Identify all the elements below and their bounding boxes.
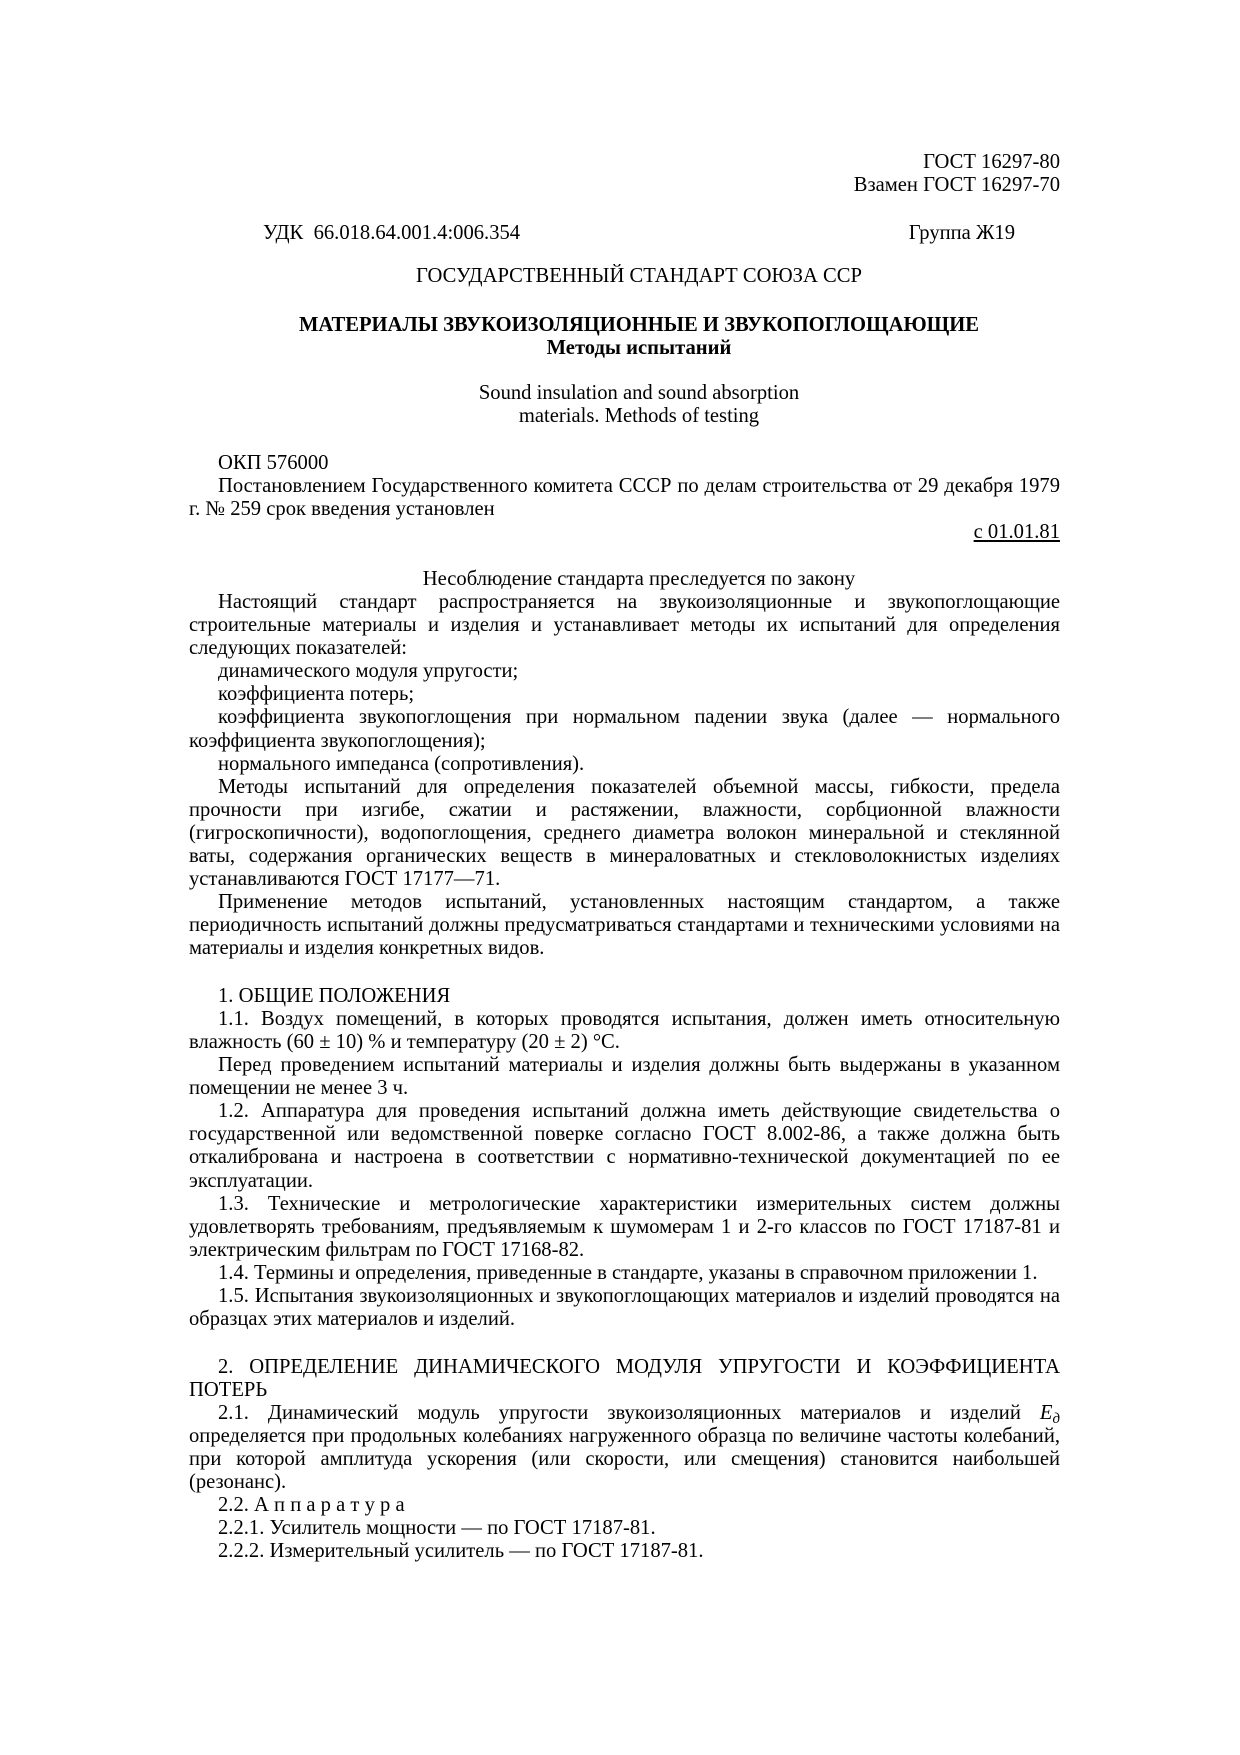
- clause-1-1: 1.1. Воздух помещений, в которых проводятся испытания, должен иметь относительную влажность (60 ± 10) % и температуру (20 ± 2) °С.: [189, 1007, 1060, 1053]
- replaces-gost: Взамен ГОСТ 16297-70: [853, 174, 1060, 197]
- gost-number: ГОСТ 16297-80: [923, 151, 1060, 173]
- application-paragraph: Применение методов испытаний, установленных настоящим стандартом, а также периодичность испытаний должны предусматриваться стандартами и техническими условиями на материалы и изделия конкретных видов.: [189, 891, 1060, 960]
- scope-paragraph: Настоящий стандарт распространяется на звукоизоляционные и звукопоглощающие строительные материалы и изделия и устанавливает методы их испытаний для определения следующих показателей:: [189, 590, 1060, 660]
- english-title-line-1: Sound insulation and sound absorption: [478, 381, 800, 404]
- section-2-heading: 2. ОПРЕДЕЛЕНИЕ ДИНАМИЧЕСКОГО МОДУЛЯ УПРУГОСТИ И КОЭФФИЦИЕНТА ПОТЕРЬ: [189, 1355, 1060, 1401]
- clause-1-3: 1.3. Технические и метрологические характеристики измерительных систем должны удовлетворять требованиям, предъявляемым к шумомерам 1 и 2-го классов по ГОСТ 17187-81 и электрическим фильтрам по ГОСТ 17168-82.: [189, 1192, 1060, 1261]
- other-methods-paragraph: Методы испытаний для определения показателей объемной массы, гибкости, предела прочности при изгибе, сжатии и растяжении, влажности, сорбционной влажности (гигроскопичности), водопоглощения, среднего диаметра волокон минеральной и стеклянной ваты, содержания органических веществ в минераловатных и стекловолокнистых изделиях устанавливаются ГОСТ 17177—71.: [189, 775, 1060, 891]
- classification-row: [189, 222, 1060, 245]
- clause-2-1: [189, 1402, 1060, 1494]
- effective-date-value: с 01.01.81: [973, 521, 1060, 544]
- group-code: Группа Ж19: [908, 221, 1015, 244]
- okp-code: ОКП 576000: [218, 451, 329, 474]
- effective-date: [189, 521, 1060, 544]
- document-title: МАТЕРИАЛЫ ЗВУКОИЗОЛЯЦИОННЫЕ И ЗВУКОПОГЛОЩАЮЩИЕ: [298, 313, 980, 336]
- clause-1-4: 1.4. Термины и определения, приведенные в стандарте, указаны в справочном приложении 1.: [218, 1261, 1038, 1284]
- clause-1-5: 1.5. Испытания звукоизоляционных и звукопоглощающих материалов и изделий проводятся на образцах этих материалов и изделий.: [189, 1285, 1060, 1331]
- indicator-item: коэффициента звукопоглощения при нормальном падении звука (далее — нормального коэффициента звукопоглощения);: [189, 706, 1060, 752]
- clause-2-2-2: 2.2.2. Измерительный усилитель — по ГОСТ 17187-81.: [218, 1540, 704, 1563]
- legal-notice: Несоблюдение стандарта преследуется по закону: [422, 567, 856, 590]
- modulus-symbol-subscript: д: [1052, 1411, 1060, 1428]
- clause-2-2-1: 2.2.1. Усилитель мощности — по ГОСТ 17187-81.: [218, 1517, 656, 1540]
- indicator-item: динамического модуля упругости;: [218, 660, 519, 683]
- udk-code: УДК 66.018.64.001.4:006.354: [263, 221, 521, 244]
- clause-2-1-text-end: определяется при продольных колебаниях нагруженного образца по величине частоты колебаний, при которой амплитуда ускорения (или скорости, или смещения) становится наибольшей (резонанс).: [189, 1424, 1060, 1494]
- clause-1-1-note: Перед проведением испытаний материалы и изделия должны быть выдержаны в указанном помещении не менее 3 ч.: [189, 1054, 1060, 1100]
- clause-2-2-title: 2.2. А п п а р а т у р а: [218, 1494, 405, 1517]
- document-subtitle: Методы испытаний: [546, 337, 732, 360]
- document-body: [189, 151, 1060, 1564]
- english-title-line-2: materials. Methods of testing: [518, 405, 760, 428]
- indicator-item: коэффициента потерь;: [218, 683, 415, 706]
- clause-1-2: 1.2. Аппаратура для проведения испытаний должна иметь действующие свидетельства о государственной или ведомственной поверке согласно ГОСТ 8.002-86, а также должна быть откалибрована и настроена в соответствии с нормативно-технической документацией по ее эксплуатации.: [189, 1100, 1060, 1192]
- clause-2-1-text-start: 2.1. Динамический модуль упругости звукоизоляционных материалов и изделий: [218, 1401, 1040, 1424]
- indicator-item: нормального импеданса (сопротивления).: [218, 752, 585, 775]
- introduction-decree: Постановлением Государственного комитета СССР по делам строительства от 29 декабря 1979 г. № 259 срок введения установлен: [189, 475, 1060, 521]
- standard-type: ГОСУДАРСТВЕННЫЙ СТАНДАРТ СОЮЗА ССР: [416, 264, 862, 287]
- modulus-symbol: E: [1039, 1401, 1053, 1424]
- section-1-heading: 1. ОБЩИЕ ПОЛОЖЕНИЯ: [218, 984, 451, 1007]
